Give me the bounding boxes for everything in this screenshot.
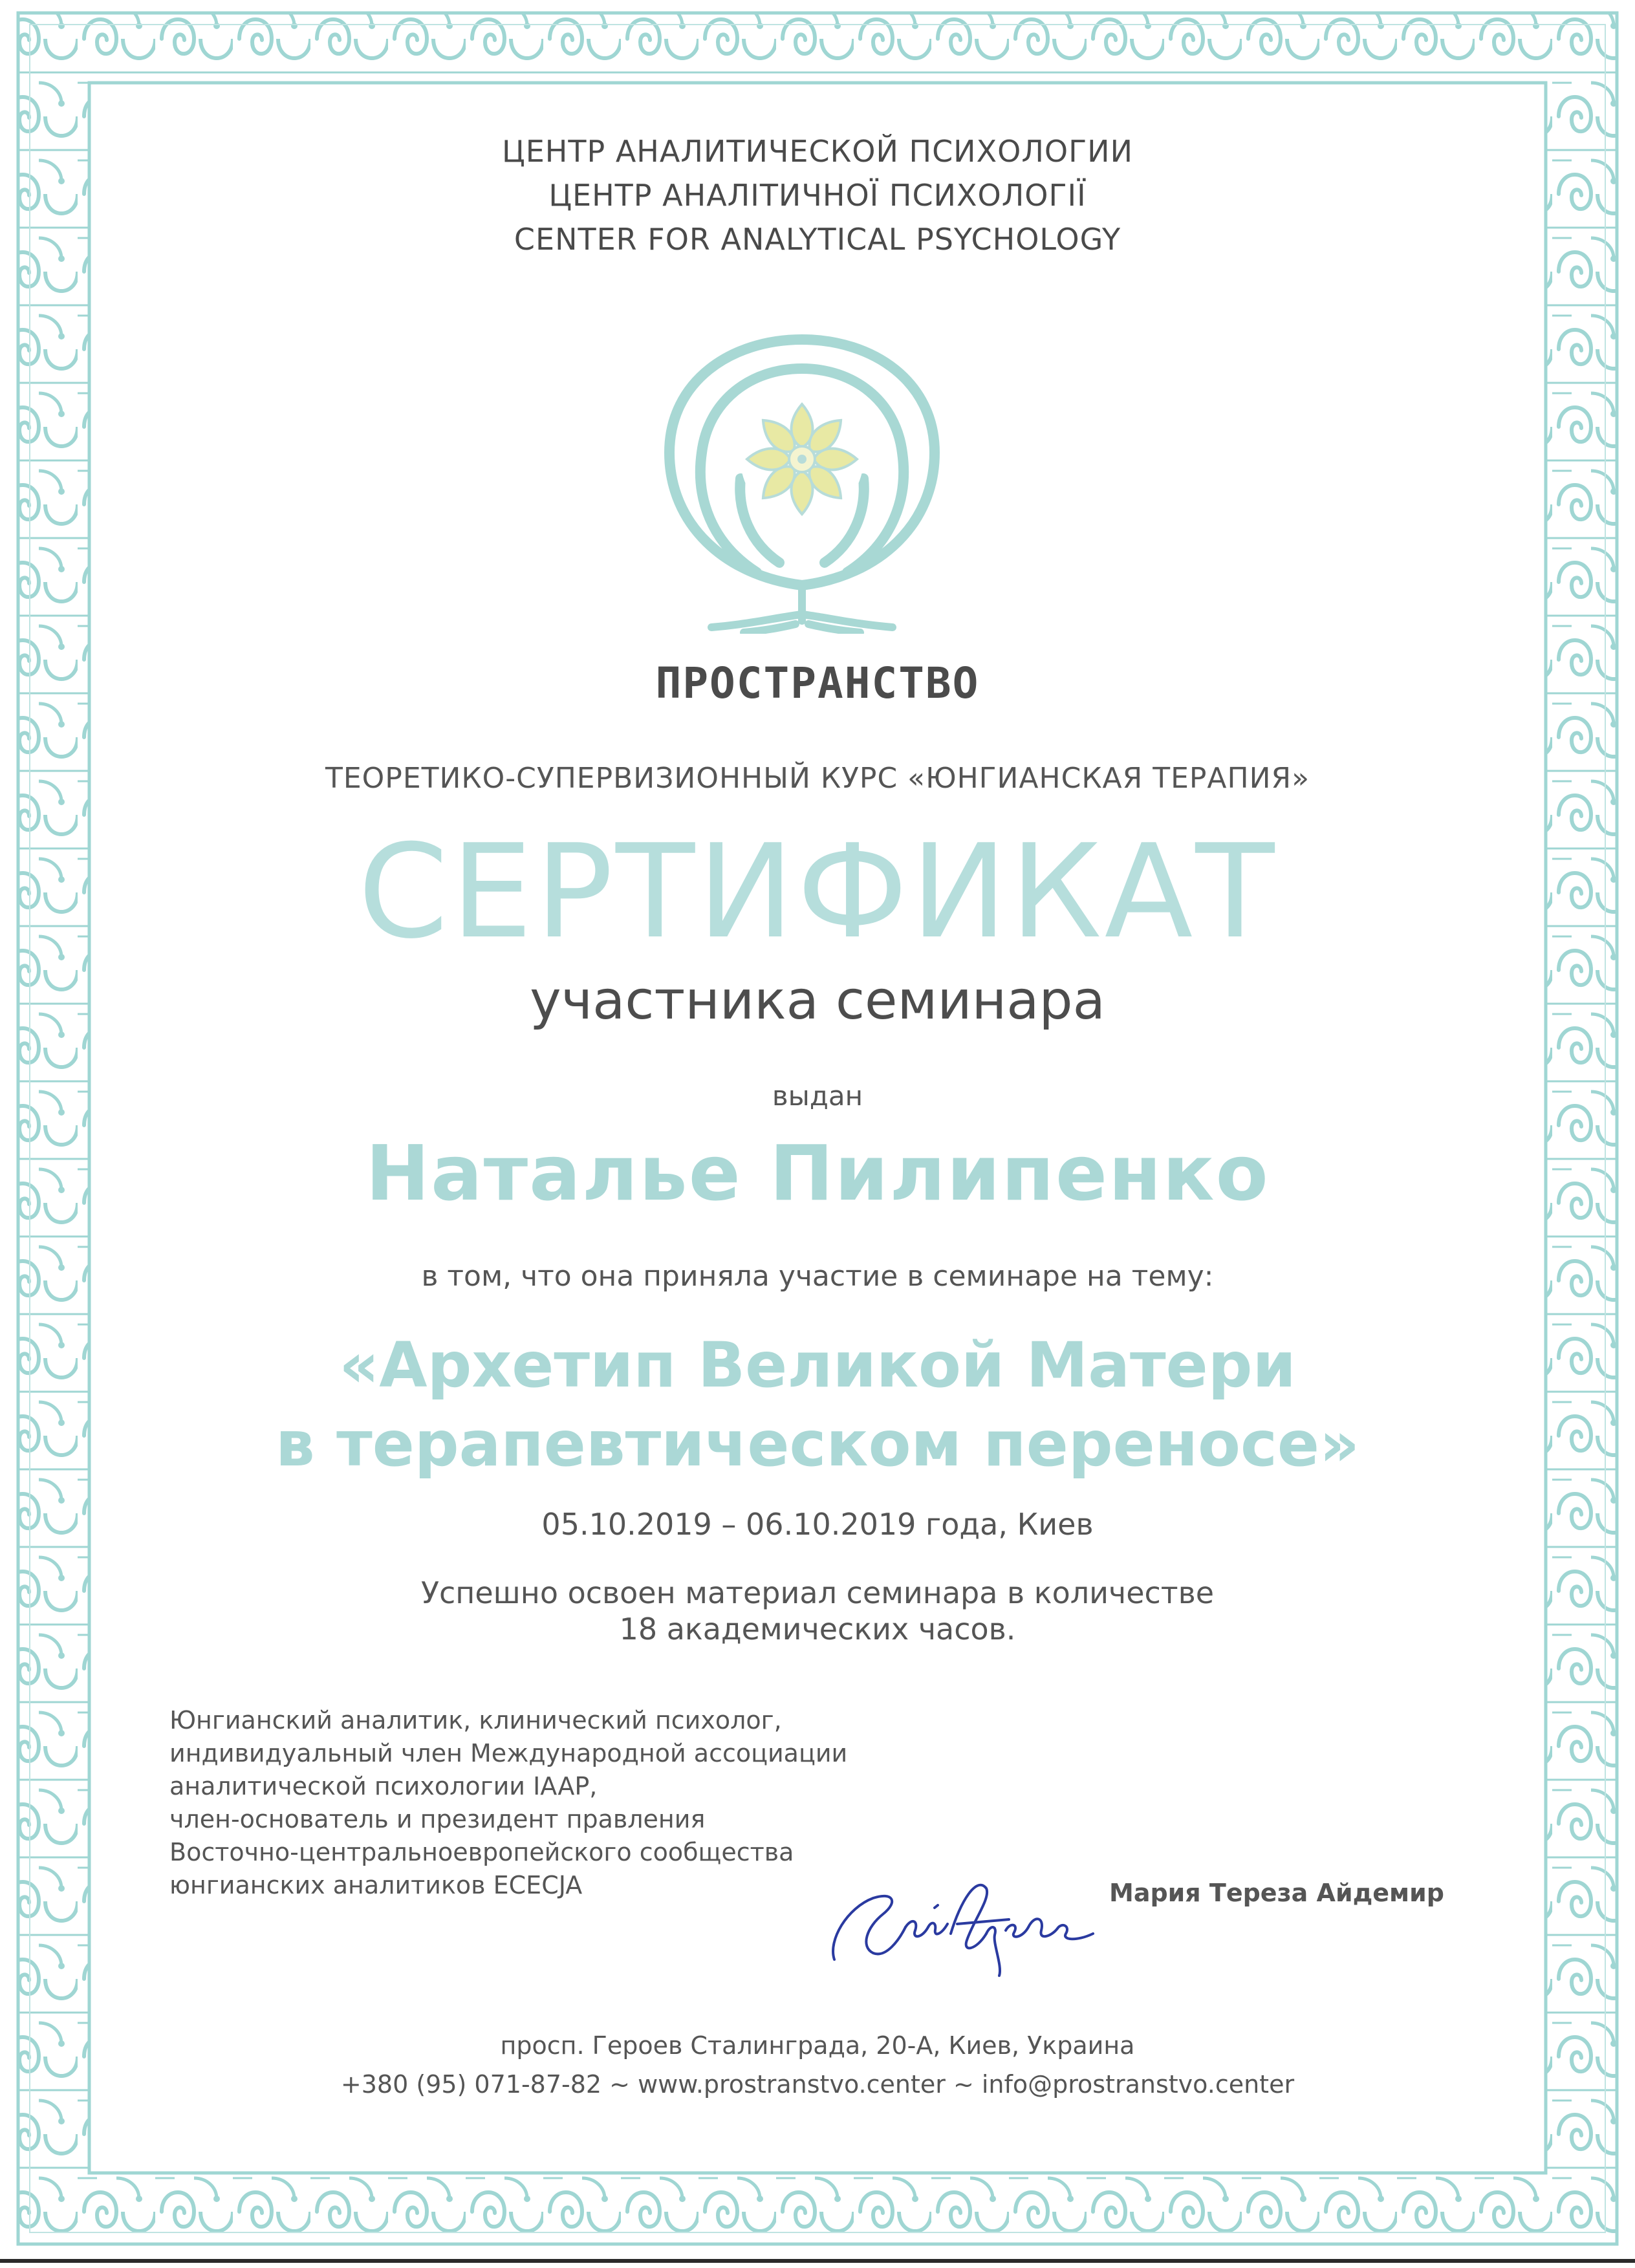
certificate-subtitle: участника семинара — [530, 970, 1105, 1031]
recipient-name: Наталье Пилипенко — [365, 1129, 1270, 1218]
signatory-line: Юнгианский аналитик, клинический психолог, — [169, 1706, 782, 1734]
signatory-line: аналитической психологии IAAP, — [169, 1772, 598, 1800]
footer-contact-line: +380 (95) 071-87-82 ~ www.prostranstvo.center ~ info@prostranstvo.center — [340, 2070, 1295, 2099]
footer-contacts — [0, 2026, 1635, 2104]
scan-edge-line — [0, 2259, 1635, 2263]
seminar-topic — [0, 1326, 1635, 1484]
org-name-en: CENTER FOR ANALYTICAL PSYCHOLOGY — [514, 222, 1121, 257]
certificate-title: СЕРТИФИКАТ — [358, 817, 1277, 967]
seminar-dates: 05.10.2019 – 06.10.2019 года, Киев — [541, 1507, 1094, 1542]
footer-address: просп. Героев Сталинграда, 20-А, Киев, Украина — [500, 2031, 1135, 2060]
result-line-2: 18 академических часов. — [619, 1612, 1016, 1647]
signatory-line: Восточно-центральноевропейского сообщества — [169, 1838, 794, 1866]
signatory-line: индивидуальный член Международной ассоциации — [169, 1739, 848, 1767]
issued-label: выдан — [772, 1080, 863, 1112]
brand-name: ПРОСТРАНСТВО — [655, 658, 980, 708]
org-name-ru: ЦЕНТР АНАЛИТИЧЕСКОЙ ПСИХОЛОГИИ — [502, 134, 1133, 169]
tree-mandala-logo-icon — [634, 330, 970, 634]
signatory-description — [169, 1704, 847, 1902]
organization-header — [0, 129, 1635, 261]
course-title: ТЕОРЕТИКО-СУПЕРВИЗИОННЫЙ КУРС «ЮНГИАНСКАЯ ТЕРАПИЯ» — [325, 762, 1310, 795]
signatory-name: Мария Тереза Айдемир — [1109, 1879, 1444, 1907]
handwritten-signature-icon — [821, 1863, 1106, 1979]
topic-line-1: «Архетип Великой Матери — [339, 1329, 1296, 1401]
topic-line-2: в терапевтическом переносе» — [275, 1408, 1359, 1480]
signatory-line: член-основатель и президент правления — [169, 1805, 706, 1833]
seminar-result — [0, 1575, 1635, 1647]
result-line-1: Успешно освоен материал семинара в количестве — [420, 1575, 1214, 1610]
org-name-uk: ЦЕНТР АНАЛІТИЧНОЇ ПСИХОЛОГІЇ — [548, 178, 1087, 213]
signatory-line: юнгианских аналитиков ECECJA — [169, 1871, 583, 1899]
seminar-intro: в том, что она приняла участие в семинаре на тему: — [421, 1260, 1214, 1293]
